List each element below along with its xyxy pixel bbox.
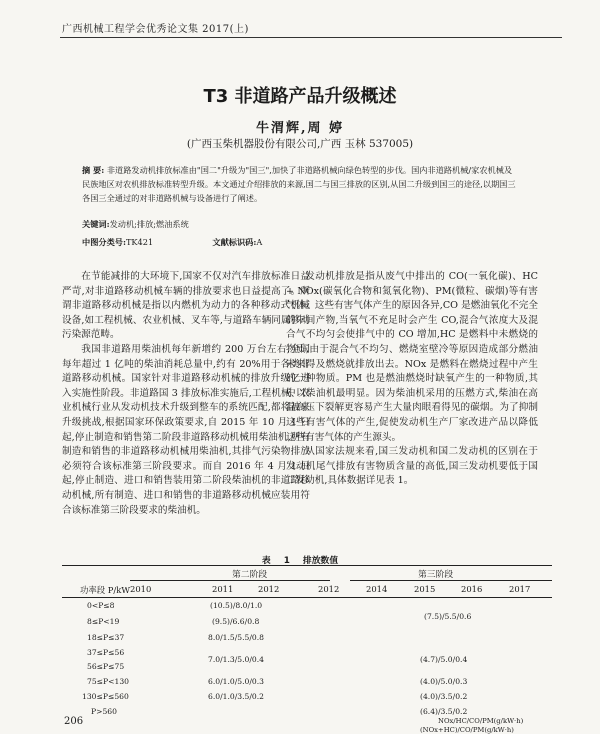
year-header: 2017: [509, 584, 531, 594]
stage3-value: (6.4)/3.5/0.2: [420, 707, 468, 716]
stage3-value: (7.5)/5.5/0.6: [424, 612, 472, 621]
stage2-value: 6.0/1.0/3.5/0.2: [208, 692, 264, 701]
stage2-value: 8.0/1.5/5.5/0.8: [208, 633, 264, 642]
power-range: 8≤P<19: [87, 617, 120, 626]
running-head: 广西机械工程学会优秀论文集 2017(上): [62, 24, 249, 35]
right-paragraph-1: 发动机排放是指从废气中排出的 CO(一氧化碳)、HC + NOx(碳氧化合物和氮氧化物)、PM(微粒、碳烟)等有害气体。这些有害气体产生的原因各异,CO 是燃油氧化不完全的中间产物,当氧气不充足时会产生 CO,混合气浓度大及混合气不均匀会使排气中的 CO 增加,HC 是燃料中未燃烧的物质,由于混合气不均匀、燃烧室壁冷等原因造成部分燃油未来得及燃烧就排放出去。NOx 是燃料在燃烧过程中产生的一种物质。PM 也是燃油燃烧时缺氧产生的一种物质,其中以柴油机最明显。因为柴油机采用的压燃方式,柴油在高温高压下裂解更容易产生大量肉眼看得见的碳烟。为了抑制这些有害气体的产生,促使发动机生产厂家改进产品以降低这些有害气体的产生源头。: [286, 271, 538, 443]
stage2-value: (9.5)/6.6/0.8: [212, 617, 260, 626]
power-range: 56≤P≤75: [87, 662, 125, 671]
keywords-text: 发动机;排放;燃油系统: [109, 219, 189, 229]
left-paragraph-2: 我国非道路用柴油机每年新增约 200 万台左右,全国每年超过 1 亿吨的柴油消耗总量中,约有 20%用于各类非道路移动机械。国家针对非道路移动机械的排放升级亿进入实施性阶段。非道路国 3 排放标准实施后,工程机械、农业机械行业从发动机技术升级到整车的系统匹配,都将被来升级挑战,根据国家环保政策要求,自 2015 年 10 月 1 日起,停止制造和销售第二阶段非道路移动机械用柴油机,所有制造和销售的非道路移动机械用柴油机,其排气污染物排放必须符合该标准第三阶段要求。而自 2016 年 4 月 1 日起,停止制造、进口和销售装用第二阶段柴油机的非道路移动机械,所有制造、进口和销售的非道路移动机械应装用符合该标准第三阶段要求的柴油机。: [62, 343, 310, 516]
classification-line: [82, 237, 262, 248]
abstract-label: 摘 要:: [82, 165, 105, 175]
page-number: 206: [64, 716, 84, 727]
stage2-value: 6.0/1.0/5.0/0.3: [208, 677, 264, 686]
stage2-header: 第二阶段: [232, 570, 268, 580]
doc-code-value: A: [256, 237, 263, 247]
power-range: 130≤P≤560: [82, 692, 129, 701]
power-range: 37≤P≤56: [87, 648, 125, 657]
stage3-header: 第三阶段: [418, 570, 454, 580]
stage2-value: (10.5)/8.0/1.0: [210, 601, 263, 610]
stage2-rule: [130, 580, 330, 581]
year-header: 2012: [318, 584, 340, 594]
table-unit-note: (NOx+HC)/CO/PM(g/kW·h): [420, 726, 514, 734]
keywords: [82, 219, 189, 230]
table-header-rule: [62, 597, 552, 598]
authors: 牛渭辉,周 婷: [255, 121, 345, 136]
abstract: [82, 163, 520, 205]
left-paragraph-1: 在节能减排的大环境下,国家不仅对汽车排放标准日益严苛,对非道路移动机械车辆的排放要求也日益提高了。所谓非道路移动机械是指以内燃机为动力的各种移动式机械设备,如工程机械、农业机械、叉车等,与道路车辆同属移动污染源范畴。: [62, 271, 310, 341]
table-unit-note: NOx/HC/CO/PM(g/kW·h): [438, 717, 524, 725]
table-number: 表 1: [261, 556, 290, 566]
year-header: 2010: [130, 584, 152, 594]
table-top-rule: [62, 565, 552, 566]
header-rule: [60, 37, 562, 38]
keywords-label: 关键词:: [82, 219, 110, 229]
year-header: 2015: [414, 584, 436, 594]
year-header: 2011: [212, 584, 234, 594]
year-header: 2016: [461, 584, 483, 594]
power-range: P>560: [91, 707, 117, 716]
doc-code-label: 文献标识码:: [212, 237, 257, 247]
clc-label: 中图分类号:: [82, 237, 126, 247]
power-header: 功率段 P/kW: [80, 585, 130, 595]
paper-title: T3 非道路产品升级概述: [203, 86, 397, 107]
power-range: 0<P≤8: [87, 601, 115, 610]
power-range: 18≤P≤37: [87, 633, 125, 642]
stage2-value: 7.0/1.3/5.0/0.4: [208, 655, 264, 664]
table-title: 排放数值: [302, 556, 339, 566]
year-header: 2012: [258, 584, 280, 594]
power-range: 75≤P<130: [87, 677, 129, 686]
stage3-value: (4.7)/5.0/0.4: [420, 655, 468, 664]
left-column: [62, 270, 310, 518]
stage3-value: (4.0)/5.0/0.3: [420, 677, 468, 686]
stage3-rule: [350, 580, 552, 581]
right-column: [286, 270, 538, 489]
right-paragraph-2: 从国家法规来看,国三发动机和国二发动机的区别在于发动机尾气排放有害物质含量的高低,国三发动机要低于国二发动机,具体数据详见表 1。: [286, 446, 538, 487]
year-header: 2014: [366, 584, 388, 594]
abstract-text: 非道路发动机排放标准由"国二"升级为"国三",加快了非道路机械向绿色转型的步伐。国内非道路机械/家农机械及民族地区对农机排放标准转型升级。本文通过介绍排放的来源,国二与国三排放的区别,从国二升级到国三的途径,以期国三各国三全通过的对非道路机械与设备进行了阐述。: [82, 165, 516, 203]
clc-value: TK421: [125, 237, 154, 247]
stage3-value: (4.0)/3.5/0.2: [420, 692, 468, 701]
affiliation: (广西玉柴机器股份有限公司,广西 玉林 537005): [186, 138, 414, 150]
